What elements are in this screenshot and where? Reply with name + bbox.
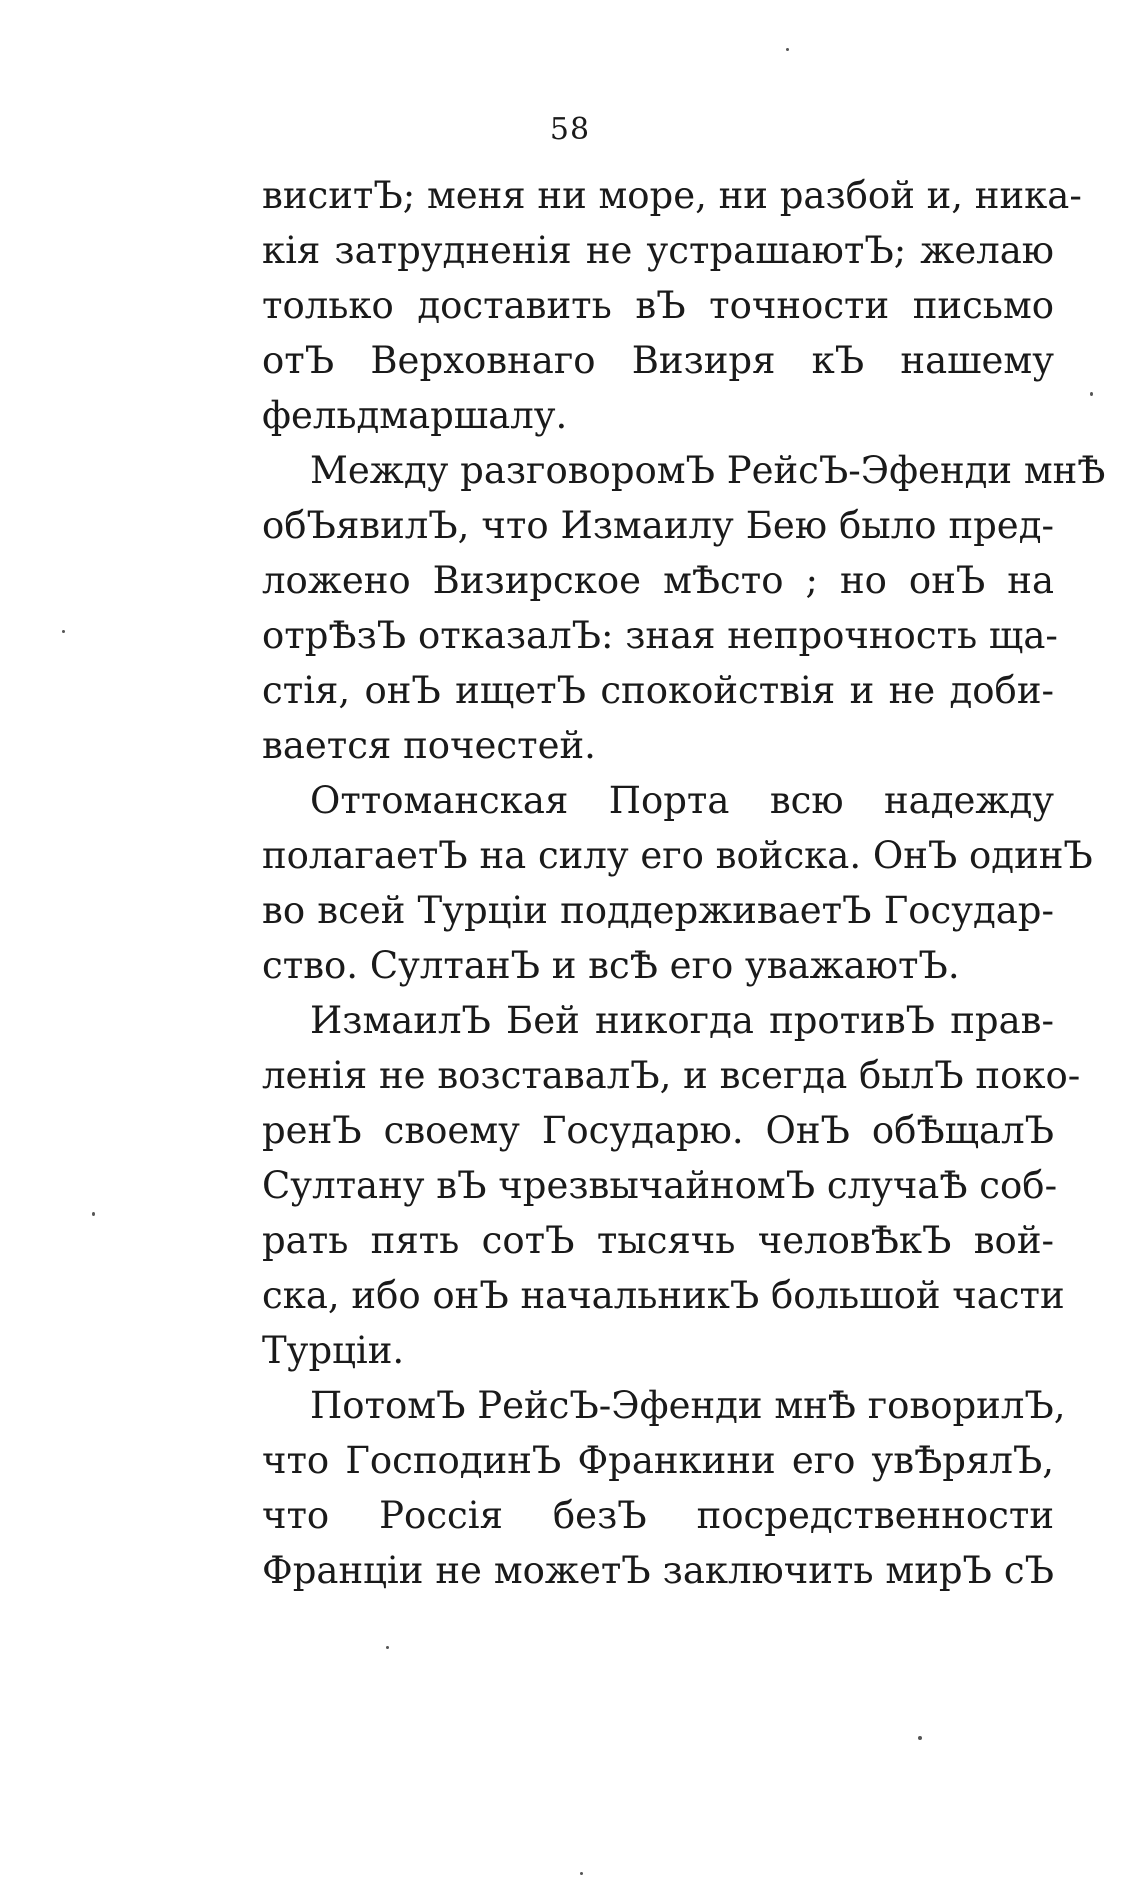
text-line: Франціи не можетЪ заключить мирЪ сЪ xyxy=(262,1549,1054,1592)
paragraph xyxy=(262,168,1082,443)
text-line: Султану вЪ чрезвычайномЪ случаѢ соб- xyxy=(262,1164,1058,1207)
paragraph xyxy=(262,773,1093,993)
paragraph xyxy=(262,443,1106,773)
text-line: во всей Турціи поддерживаетЪ Государ- xyxy=(262,889,1054,932)
body-text xyxy=(262,168,1106,1598)
text-line: ПотомЪ РейсЪ-Эфенди мнѢ говорилЪ, xyxy=(310,1384,1066,1427)
scan-speck xyxy=(386,1646,389,1649)
page-number: 58 xyxy=(549,112,591,147)
scan-speck xyxy=(918,1736,922,1740)
text-line: ИзмаилЪ Бей никогда противЪ прав- xyxy=(310,999,1054,1042)
text-line: Турціи. xyxy=(262,1329,405,1372)
text-line: обЪявилЪ, что Измаилу Бею было пред- xyxy=(262,504,1054,547)
scan-speck xyxy=(1090,392,1093,396)
text-line: стія, онЪ ищетЪ спокойствія и не доби- xyxy=(262,669,1054,712)
text-line: ренЪ своему Государю. ОнЪ обѢщалЪ xyxy=(262,1109,1054,1152)
paragraph xyxy=(262,993,1081,1378)
text-line: Между разговоромЪ РейсЪ-Эфенди мнѢ xyxy=(310,449,1106,492)
text-line: ска, ибо онЪ начальникЪ большой части xyxy=(262,1274,1065,1317)
scan-speck xyxy=(580,1872,583,1875)
text-line: ленія не возставалЪ, и всегда былЪ поко- xyxy=(262,1054,1081,1097)
text-line: отЪ Верховнаго Визиря кЪ нашему xyxy=(262,339,1054,382)
text-line: ство. СултанЪ и всѢ его уважаютЪ. xyxy=(262,944,960,987)
text-line: вается почестей. xyxy=(262,724,596,767)
text-line: полагаетЪ на силу его войска. ОнЪ одинЪ xyxy=(262,834,1093,877)
scan-speck xyxy=(92,1212,95,1216)
text-line: рать пять сотЪ тысячь человѢкЪ вой- xyxy=(262,1219,1054,1262)
text-line: отрѢзЪ отказалЪ: зная непрочность ща- xyxy=(262,614,1058,657)
text-line: что Россія безЪ посредственности xyxy=(262,1494,1054,1537)
text-line: фельдмаршалу. xyxy=(262,394,568,437)
text-line: кія затрудненія не устрашаютЪ; желаю xyxy=(262,229,1054,272)
text-line: Оттоманская Порта всю надежду xyxy=(310,779,1054,822)
text-line: что ГосподинЪ Франкини его увѢрялЪ, xyxy=(262,1439,1054,1482)
text-line: только доставить вЪ точности письмо xyxy=(262,284,1054,327)
paragraph xyxy=(262,1378,1066,1598)
scan-speck xyxy=(786,48,789,51)
text-line: ложено Визирское мѢсто ; но онЪ на xyxy=(262,559,1054,602)
scan-speck xyxy=(62,630,65,633)
text-line: виситЪ; меня ни море, ни разбой и, ника- xyxy=(262,174,1082,217)
